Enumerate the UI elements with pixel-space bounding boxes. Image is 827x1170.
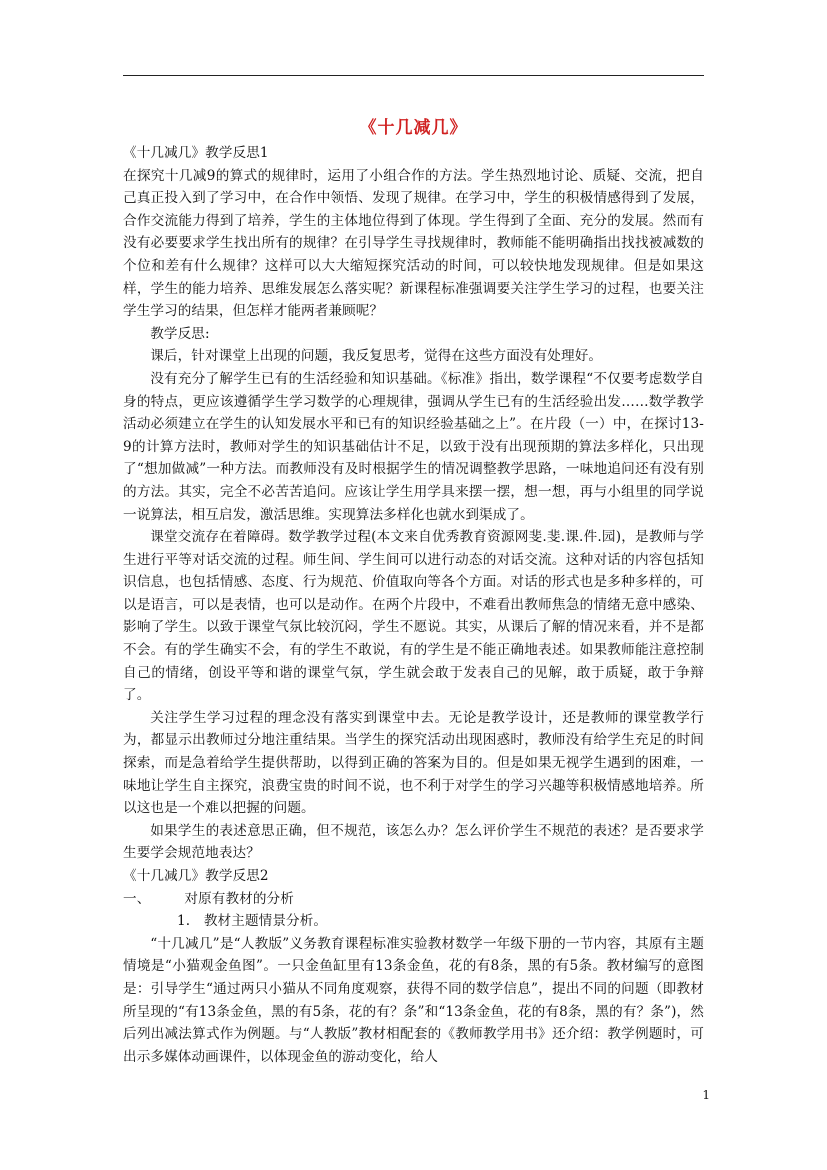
page-number: 1	[702, 1088, 710, 1102]
numbered-item: 1. 教材主题情景分析。	[177, 913, 328, 930]
paragraph: 如果学生的表述意思正确，但不规范，该怎么办？怎么评价学生不规范的表述？是否要求学生要学会规范地表达？	[123, 822, 704, 862]
paragraph: “十几减几”是“人教版”义务教育课程标准实验教材数学一年级下册的一节内容，其原有主题情境是“小猫观金鱼图”。一只金鱼缸里有13条金鱼，花的有8条，黑的有5条。教材编写的意图是：引导学生“通过两只小猫从不同角度观察，获得不同的数学信息”，提出不同的问题（即教材所呈现的“有13条金鱼，黑的有5条，花的有？条”和“13条金鱼，花的有8条，黑的有？条”)，然后列出减法算式作为例题。与“人教版”教材相配套的《教师教学用书》还介绍：教学例题时，可出示多媒体动画课件，以体现金鱼的游动变化，给人	[123, 935, 704, 1065]
section-heading-text: 对原有教材的分析	[184, 890, 294, 907]
paragraph: 教学反思:	[150, 325, 210, 342]
section-marker: 一、	[123, 890, 151, 907]
paragraph: 课后，针对课堂上出现的问题，我反复思考，觉得在这些方面没有处理好。	[150, 348, 603, 365]
paragraph: 课堂交流存在着障碍。数学教学过程(本文来自优秀教育资源网斐.斐.课.件.园)，是教师与学生进行平等对话交流的过程。师生间、学生间可以进行动态的对话交流。这种对话的内容包括知识信息，也包括情感、态度、行为规范、价值取向等各个方面。对话的形式也是多种多样的，可以是语言，可以是表情，也可以是动作。在两个片段中，不难看出教师焦急的情绪无意中感染、影响了学生。以致于课堂气氛比较沉闷，学生不愿说。其实，从课后了解的情况来看，并不是都不会。有的学生确实不会，有的学生不敢说，有的学生是不能正确地表述。如果教师能注意控制自己的情绪，创设平等和谐的课堂气氛，学生就会敢于发表自己的见解，敢于质疑，敢于争辩了。	[123, 529, 704, 704]
paragraph: 没有充分了解学生已有的生活经验和知识基础。《标准》指出，数学课程“不仅要考虑数学自身的特点，更应该遵循学生学习数学的心理规律，强调从学生已有的生活经验出发……数学教学活动必须建立在学生的认知发展水平和已有的知识经验基础之上”。在片段（一）中，在探讨13-9的计算方法时，教师对学生的知识基础估计不足，以致于没有出现预期的算法多样化，只出现了“想加做减”一种方法。而教师没有及时根据学生的情况调整教学思路，一味地追问还有没有别的方法。其实，完全不必苦苦追问。应该让学生用学具来摆一摆，想一想，再与小组里的同学说一说算法，相互启发，激活思维。实现算法多样化也就水到渠成了。	[123, 370, 704, 523]
document-title: 《十几减几》	[359, 118, 468, 138]
heading-reflection-1: 《十几减几》教学反思1	[123, 145, 269, 161]
document-body	[123, 142, 704, 1068]
paragraph: 关注学生学习过程的理念没有落实到课堂中去。无论是教学设计，还是教师的课堂教学行为，都显示出教师过分地注重结果。当学生的探究活动出现困惑时，教师没有给学生充足的时间探索，而是急着给学生提供帮助，以得到正确的答案为目的。但是如果无视学生遇到的困难，一味地让学生自主探究，浪费宝贵的时间不说，也不利于对学生的学习兴趣等积极情感地培养。所以这也是一个难以把握的问题。	[123, 709, 704, 817]
paragraph: 在探究十几减9的算式的规律时，运用了小组合作的方法。学生热烈地讨论、质疑、交流，把自己真正投入到了学习中，在合作中领悟、发现了规律。在学习中，学生的积极情感得到了发展，合作交流能力得到了培养，学生的主体地位得到了体现。学生得到了全面、充分的发展。然而有没有必要要求学生找出所有的规律？在引导学生寻找规律时，教师能不能明确指出找找被减数的个位和差有什么规律？这样可以大大缩短探究活动的时间，可以较快地发现规律。但是如果这样，学生的能力培养、思维发展怎么落实呢？新课程标准强调要关注学生学习的过程，也要关注学生学习的结果，但怎样才能两者兼顾呢？	[123, 167, 704, 320]
section-heading	[123, 888, 704, 911]
heading-reflection-2: 《十几减几》教学反思2	[123, 868, 269, 884]
header-rule	[123, 75, 704, 76]
